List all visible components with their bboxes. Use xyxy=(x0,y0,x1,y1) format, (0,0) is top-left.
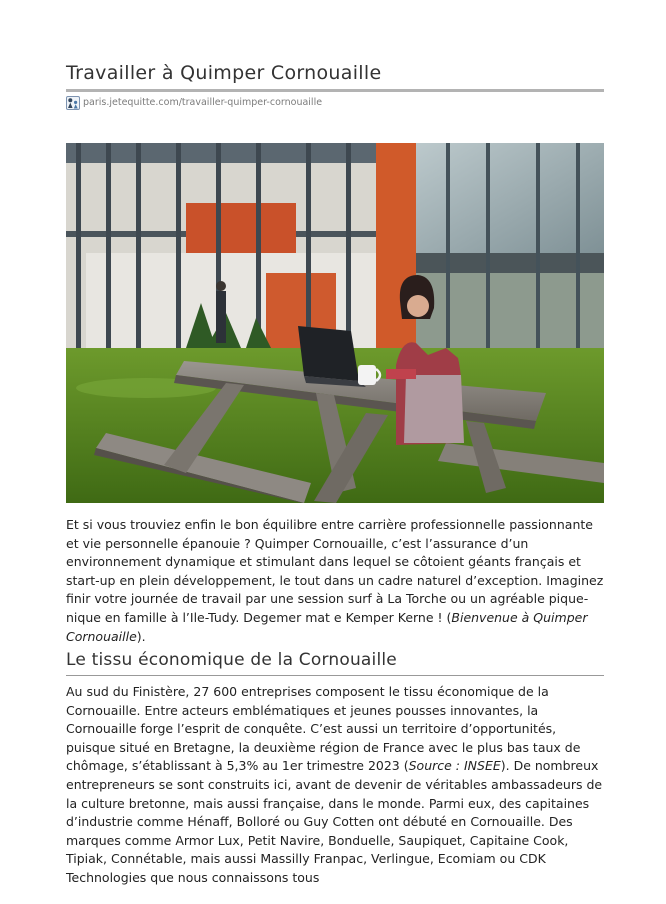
page-title: Travailler à Quimper Cornouaille xyxy=(66,62,382,84)
source-url[interactable]: paris.jetequitte.com/travailler-quimper-cornouaille xyxy=(83,96,323,108)
section-heading: Le tissu économique de la Cornouaille xyxy=(66,650,397,670)
section-divider xyxy=(66,675,604,676)
source-link[interactable] xyxy=(66,95,322,109)
site-logo-icon xyxy=(66,95,80,109)
title-divider xyxy=(66,89,604,92)
section-paragraph: Au sud du Finistère, 27 600 entreprises composent le tissu économique de la Cornouaille. Entre acteurs emblématiques et jeunes pousses innovantes, la Cornouaille forge l’esprit de conquête. C’est aussi un territoire d’opportunités, puisque situé en Bretagne, la deuxième région de France avec le plus bas taux de chômage, s’établissant à 5,3% au 1er trimestre 2023 (Source : INSEE). De nombreux entrepreneurs se sont construits ici, avant de devenir de véritables ambassadeurs de la culture bretonne, mais aussi française, dans le monde. Parmi eux, des capitaines d’industrie comme Hénaff, Bolloré ou Guy Cotten ont débuté en Cornouaille. Des marques comme Armor Lux, Petit Navire, Bonduelle, Saupiquet, Capitaine Cook, Tipiak, Connétable, mais aussi Massilly Franpac, Verlingue, Ecomiam ou CDK Technologies que nous connaissons tous xyxy=(66,684,603,885)
hero-photo xyxy=(66,143,604,503)
intro-paragraph: Et si vous trouviez enfin le bon équilibre entre carrière professionnelle passionnante et vie personnelle épanouie ? Quimper Cornouaille, c’est l’assurance d’un environnement dynamique et stimulant dans lequel se côtoient géants français et start-up en plein développement, le tout dans un cadre naturel d’exception. Imaginez finir votre journée de travail par une session surf à La Torche ou un agréable pique-nique en famille à l’Ile-Tudy. Degemer mat e Kemper Kerne ! (Bienvenue à Quimper Cornouaille). xyxy=(66,517,604,644)
